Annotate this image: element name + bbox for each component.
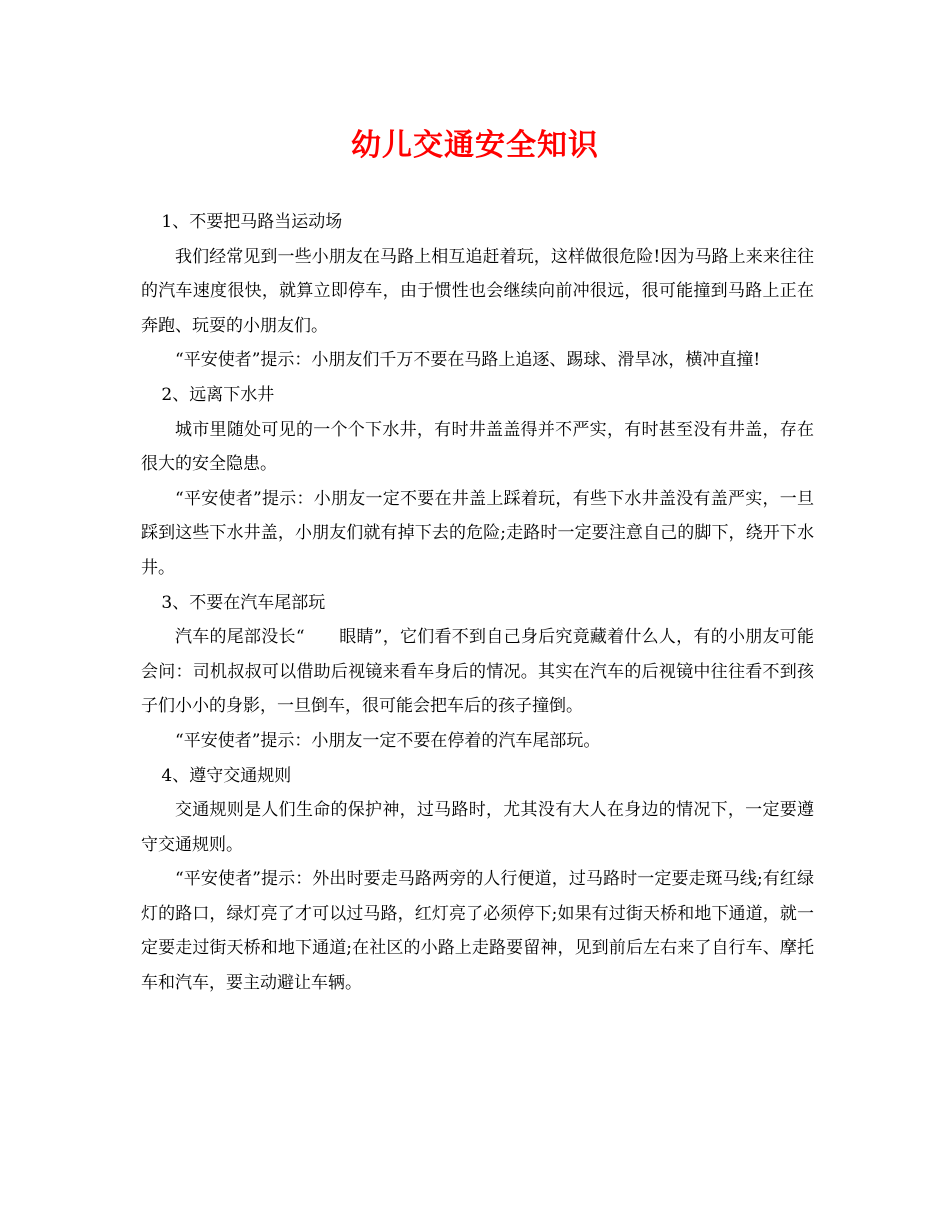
paragraph: 汽车的尾部没长“ 眼睛”，它们看不到自己身后究竟藏着什么人，有的小朋友可能会问：司机叔叔可以借助后视镜来看车身后的情况。其实在汽车的后视镜中往往看不到孩子们小小的身影，一旦倒车，很可能会把车后的孩子撞倒。 [141, 627, 814, 717]
paragraph: 交通规则是人们生命的保护神，过马路时，尤其没有大人在身边的情况下，一定要遵守交通规则。 [141, 800, 814, 855]
section-heading-3: 3、不要在汽车尾部玩 [161, 592, 326, 613]
tip-paragraph: “平安使者”提示：小朋友一定不要在井盖上踩着玩，有些下水井盖没有盖严实，一旦踩到这些下水井盖，小朋友们就有掉下去的危险;走路时一定要注意自己的脚下，绕开下水井。 [141, 488, 814, 578]
tip-paragraph: “平安使者”提示：小朋友们千万不要在马路上追逐、踢球、滑旱冰，横冲直撞! [175, 350, 761, 371]
document-body [141, 205, 814, 1001]
paragraph: 城市里随处可见的一个个下水井，有时井盖盖得并不严实，有时甚至没有井盖，存在很大的安全隐患。 [141, 419, 814, 475]
paragraph: 我们经常见到一些小朋友在马路上相互追赶着玩，这样做很危险!因为马路上来来往往的汽车速度很快，就算立即停车，由于惯性也会继续向前冲很远，很可能撞到马路上正在奔跑、玩耍的小朋友们。 [141, 246, 814, 336]
document-title: 幼儿交通安全知识 [351, 128, 599, 163]
section-heading-2: 2、远离下水井 [161, 384, 275, 405]
section-heading-4: 4、遵守交通规则 [161, 765, 292, 786]
tip-paragraph: “平安使者”提示：外出时要走马路两旁的人行便道，过马路时一定要走斑马线;有红绿灯的路口，绿灯亮了才可以过马路，红灯亮了必须停下;如果有过街天桥和地下通道，就一定要走过街天桥和地下通道;在社区的小路上走路要留神，见到前后左右来了自行车、摩托车和汽车，要主动避让车辆。 [141, 869, 814, 994]
tip-paragraph: “平安使者”提示：小朋友一定不要在停着的汽车尾部玩。 [175, 730, 601, 751]
section-heading-1: 1、不要把马路当运动场 [161, 212, 343, 232]
